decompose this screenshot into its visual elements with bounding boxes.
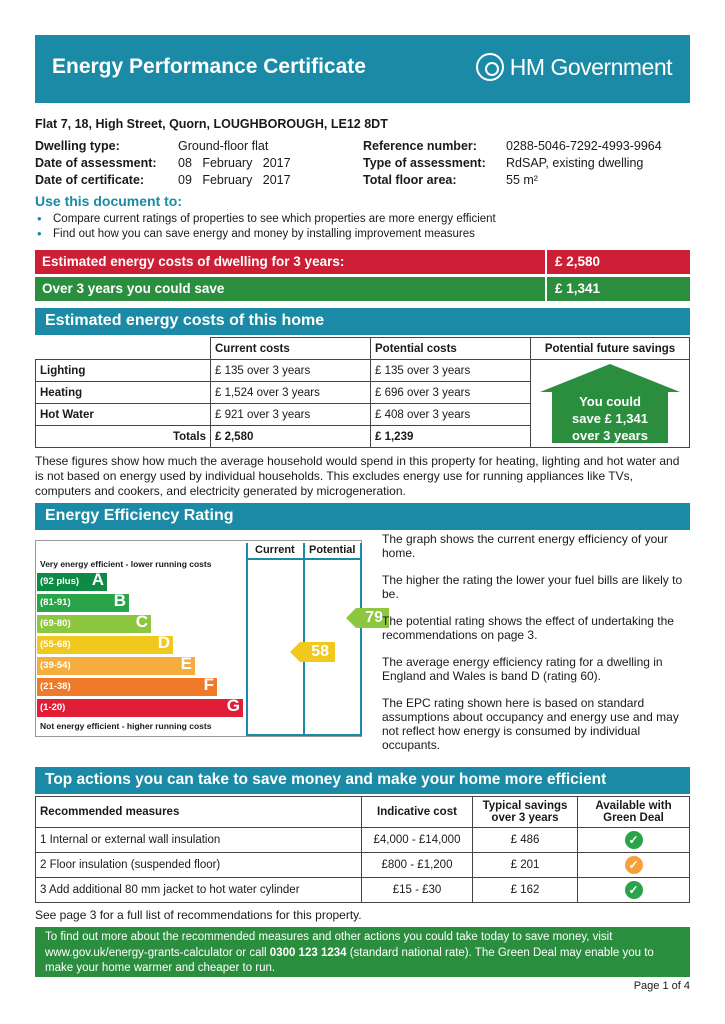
- band-letter: C: [135, 612, 148, 631]
- col-header: Recommended measures: [36, 797, 362, 828]
- table-row: [36, 878, 690, 903]
- detail-value: 09 February 2017: [178, 173, 291, 187]
- figure-note: These figures show how much the average household would spend in this property for heating, lighting and hot water and is not based on energy used by individual households. This excludes energy use for running appliances like TVs, computers and cookers, and electricity generated by microgeneration.: [35, 454, 680, 498]
- table-row: [36, 828, 690, 853]
- typical-saving: £ 486: [473, 828, 578, 853]
- see-page-note: See page 3 for a full list of recommendations for this property.: [35, 908, 362, 922]
- list-item: • Compare current ratings of properties to see which properties are more energy efficient: [37, 212, 496, 227]
- savings-line: You could: [579, 394, 641, 409]
- gov-logo: [476, 53, 672, 81]
- eer-paragraph: The potential rating shows the effect of undertaking the recommendations on page 3.: [382, 614, 674, 642]
- check-icon: ✓: [625, 856, 643, 874]
- check-icon: ✓: [625, 831, 643, 849]
- potential-col-header: Potential: [309, 544, 356, 556]
- save-label: Over 3 years you could save: [42, 281, 225, 296]
- band-range: (1-20): [40, 702, 66, 713]
- typical-saving: £ 201: [473, 853, 578, 878]
- eer-band-e: [37, 654, 195, 675]
- current-rating-arrow: 58: [300, 642, 335, 662]
- col-header: Indicative cost: [362, 797, 473, 828]
- indicative-cost: £4,000 - £14,000: [362, 828, 473, 853]
- band-letter: A: [91, 570, 104, 589]
- band-letter: D: [157, 633, 170, 652]
- check-icon: ✓: [625, 881, 643, 899]
- band-range: (39-54): [40, 660, 71, 671]
- property-address: Flat 7, 18, High Street, Quorn, LOUGHBOROUGH, LE12 8DT: [35, 117, 388, 131]
- eer-top-note: Very energy efficient - lower running costs: [40, 559, 212, 569]
- row-name: Lighting: [36, 360, 211, 382]
- measure: 1 Internal or external wall insulation: [36, 828, 362, 853]
- eer-paragraph: The higher the rating the lower your fuel bills are likely to be.: [382, 573, 683, 601]
- gov-label: HM Government: [509, 53, 672, 80]
- potential-cost: £ 408 over 3 years: [371, 404, 531, 426]
- eer-section-header: Energy Efficiency Rating: [35, 503, 690, 530]
- eer-band-f: [37, 675, 217, 696]
- find-out-text: To find out more about the recommended measures and other actions you could take today to save money, visit www.gov.uk/energy-grants-calculator or call: [45, 931, 613, 959]
- potential-cost: £ 135 over 3 years: [371, 360, 531, 382]
- col-header: Potential costs: [371, 338, 531, 360]
- totals-label: Totals: [36, 426, 211, 448]
- detail-value: RdSAP, existing dwelling: [506, 156, 644, 170]
- savings-line: save £ 1,341: [572, 411, 648, 426]
- col-header: Typical savings over 3 years: [473, 797, 578, 828]
- potential-rating-arrow: 79: [356, 608, 389, 628]
- band-letter: G: [226, 696, 240, 715]
- find-out-text: (standard national rate). The Green Deal may enable you to make your home warmer and cheaper to run.: [45, 946, 654, 974]
- band-range: (69-80): [40, 618, 71, 629]
- row-name: Hot Water: [36, 404, 211, 426]
- measure: 2 Floor insulation (suspended floor): [36, 853, 362, 878]
- eer-description: [382, 532, 690, 765]
- eer-paragraph: The average energy efficiency rating for a dwelling in England and Wales is band D (rating 60).: [382, 655, 663, 683]
- detail-key: Date of certificate:: [35, 173, 145, 187]
- page-number: Page 1 of 4: [633, 980, 690, 992]
- savings-arrow: [540, 364, 680, 444]
- actions-section-header: Top actions you can take to save money and make your home more efficient: [35, 767, 690, 794]
- detail-key: Type of assessment:: [363, 156, 486, 170]
- use-title: Use this document to:: [35, 193, 183, 209]
- detail-key: Dwelling type:: [35, 139, 120, 153]
- totals-potential: £ 1,239: [371, 426, 531, 448]
- col-header: Potential future savings: [531, 338, 690, 360]
- indicative-cost: £800 - £1,200: [362, 853, 473, 878]
- savings-line: over 3 years: [572, 428, 648, 443]
- col-header: Available with Green Deal: [578, 797, 690, 828]
- table-row: [36, 360, 690, 382]
- band-letter: E: [180, 654, 192, 673]
- detail-key: Date of assessment:: [35, 156, 157, 170]
- costs-label: Estimated energy costs of dwelling for 3 years:: [42, 254, 345, 269]
- current-col-header: Current: [255, 544, 295, 556]
- use-list: [37, 212, 496, 242]
- savings-bar: [35, 277, 690, 301]
- potential-cost: £ 696 over 3 years: [371, 382, 531, 404]
- details-right: [363, 138, 662, 189]
- find-out-box: [35, 927, 690, 977]
- eer-band-g: [37, 696, 243, 717]
- detail-value: Ground-floor flat: [178, 139, 269, 153]
- band-range: (81-91): [40, 597, 71, 608]
- eer-band-b: [37, 591, 129, 612]
- detail-key: Total floor area:: [363, 173, 457, 187]
- totals-current: £ 2,580: [211, 426, 371, 448]
- detail-value: 55 m²: [506, 173, 538, 187]
- col-header: Current costs: [211, 338, 371, 360]
- save-value: £ 1,341: [545, 277, 690, 301]
- actions-table: [35, 796, 690, 903]
- typical-saving: £ 162: [473, 878, 578, 903]
- eer-bottom-note: Not energy efficient - higher running costs: [40, 721, 212, 731]
- table-row: [36, 853, 690, 878]
- eer-band-a: [37, 570, 107, 591]
- costs-value: £ 2,580: [545, 250, 690, 274]
- page-title: Energy Performance Certificate: [52, 55, 366, 78]
- detail-value: 08 February 2017: [178, 156, 291, 170]
- current-cost: £ 135 over 3 years: [211, 360, 371, 382]
- royal-crest-icon: [476, 53, 504, 81]
- list-item: • Find out how you can save energy and money by installing improvement measures: [37, 227, 496, 242]
- indicative-cost: £15 - £30: [362, 878, 473, 903]
- eer-band-d: [37, 633, 173, 654]
- details-left: [35, 138, 291, 189]
- detail-key: Reference number:: [363, 139, 477, 153]
- band-range: (21-38): [40, 681, 71, 692]
- row-name: Heating: [36, 382, 211, 404]
- current-cost: £ 921 over 3 years: [211, 404, 371, 426]
- phone-number: 0300 123 1234: [269, 946, 347, 959]
- measure: 3 Add additional 80 mm jacket to hot water cylinder: [36, 878, 362, 903]
- costs-table: [35, 337, 690, 448]
- header-banner: [35, 35, 690, 103]
- band-letter: B: [113, 591, 126, 610]
- current-cost: £ 1,524 over 3 years: [211, 382, 371, 404]
- eer-paragraph: The EPC rating shown here is based on standard assumptions about occupancy and energy use and may not reflect how energy is consumed by individual occupants.: [382, 696, 679, 752]
- future-savings-cell: [531, 360, 690, 448]
- band-range: (92 plus): [40, 576, 80, 587]
- band-letter: F: [203, 675, 214, 694]
- band-range: (55-68): [40, 639, 71, 650]
- eer-band-c: [37, 612, 151, 633]
- eer-chart: [35, 540, 383, 737]
- detail-value: 0288-5046-7292-4993-9964: [506, 139, 662, 153]
- costs-section-header: Estimated energy costs of this home: [35, 308, 690, 335]
- estimated-costs-bar: [35, 250, 690, 274]
- eer-paragraph: The graph shows the current energy efficiency of your home.: [382, 532, 668, 560]
